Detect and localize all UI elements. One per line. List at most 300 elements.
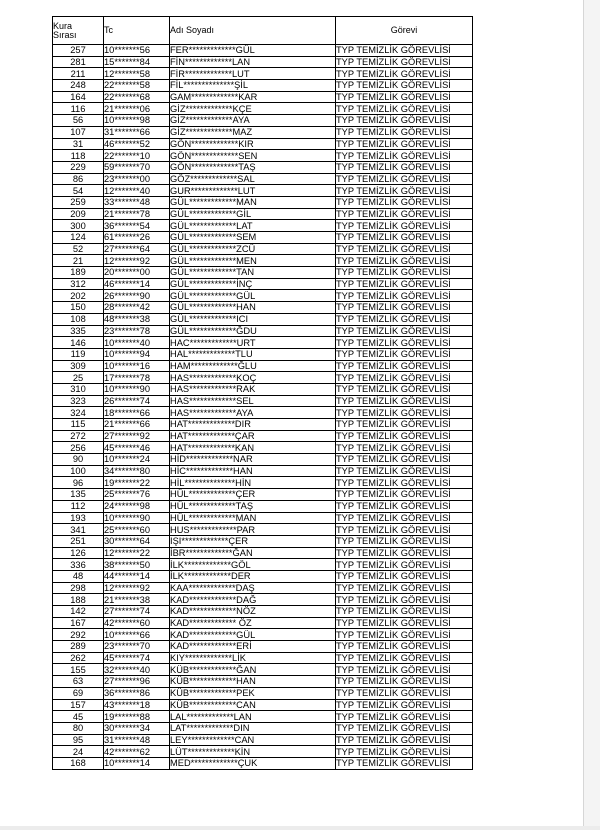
- name-cell: GÜL*************LAT: [170, 220, 336, 232]
- tc-cell: 27*******96: [104, 676, 170, 688]
- tc-cell: 44*******14: [104, 570, 170, 582]
- task-cell: TYP TEMİZLİK GÖREVLİSİ: [336, 126, 473, 138]
- draw-order-cell: 45: [53, 711, 104, 723]
- draw-order-cell: 310: [53, 383, 104, 395]
- name-cell: HÜL*************ÇER: [170, 489, 336, 501]
- table-row: [53, 500, 473, 512]
- name-cell: GÜL*************TAN: [170, 267, 336, 279]
- name-cell: KAD*************NÖZ: [170, 606, 336, 618]
- table-row: [53, 220, 473, 232]
- name-cell: KAD************* ÖZ: [170, 617, 336, 629]
- task-cell: TYP TEMİZLİK GÖREVLİSİ: [336, 664, 473, 676]
- tc-cell: 48*******38: [104, 313, 170, 325]
- tc-cell: 31*******66: [104, 126, 170, 138]
- task-cell: TYP TEMİZLİK GÖREVLİSİ: [336, 746, 473, 758]
- task-cell: TYP TEMİZLİK GÖREVLİSİ: [336, 512, 473, 524]
- tc-cell: 27*******74: [104, 606, 170, 618]
- task-cell: TYP TEMİZLİK GÖREVLİSİ: [336, 278, 473, 290]
- name-cell: GAM*************KAR: [170, 91, 336, 103]
- tc-cell: 38*******50: [104, 559, 170, 571]
- draw-order-cell: 229: [53, 161, 104, 173]
- draw-order-cell: 135: [53, 489, 104, 501]
- name-cell: GİZ*************MAZ: [170, 126, 336, 138]
- task-cell: TYP TEMİZLİK GÖREVLİSİ: [336, 103, 473, 115]
- task-cell: TYP TEMİZLİK GÖREVLİSİ: [336, 652, 473, 664]
- draw-order-cell: 63: [53, 676, 104, 688]
- table-row: [53, 372, 473, 384]
- task-cell: TYP TEMİZLİK GÖREVLİSİ: [336, 419, 473, 431]
- task-cell: TYP TEMİZLİK GÖREVLİSİ: [336, 115, 473, 127]
- table-row: [53, 103, 473, 115]
- draw-order-cell: 312: [53, 278, 104, 290]
- draw-order-cell: 119: [53, 348, 104, 360]
- tc-cell: 34*******80: [104, 465, 170, 477]
- tc-cell: 30*******64: [104, 535, 170, 547]
- table-row: [53, 722, 473, 734]
- name-cell: FER*************GÜL: [170, 45, 336, 57]
- tc-cell: 30*******34: [104, 722, 170, 734]
- draw-order-cell: 95: [53, 734, 104, 746]
- name-cell: GÖN*************TAŞ: [170, 161, 336, 173]
- task-cell: TYP TEMİZLİK GÖREVLİSİ: [336, 465, 473, 477]
- draw-order-cell: 309: [53, 360, 104, 372]
- tc-cell: 36*******86: [104, 687, 170, 699]
- tc-cell: 61*******26: [104, 232, 170, 244]
- name-cell: KÜB*************PEK: [170, 687, 336, 699]
- draw-order-cell: 341: [53, 524, 104, 536]
- task-cell: TYP TEMİZLİK GÖREVLİSİ: [336, 430, 473, 442]
- name-cell: GÜL*************İNÇ: [170, 278, 336, 290]
- draw-order-cell: 108: [53, 313, 104, 325]
- table-row: [53, 407, 473, 419]
- name-cell: LEY*************CAN: [170, 734, 336, 746]
- tc-cell: 12*******22: [104, 547, 170, 559]
- draw-order-cell: 155: [53, 664, 104, 676]
- name-cell: HÜL*************MAN: [170, 512, 336, 524]
- task-cell: TYP TEMİZLİK GÖREVLİSİ: [336, 699, 473, 711]
- draw-order-cell: 211: [53, 68, 104, 80]
- task-cell: TYP TEMİZLİK GÖREVLİSİ: [336, 594, 473, 606]
- task-cell: TYP TEMİZLİK GÖREVLİSİ: [336, 232, 473, 244]
- tc-cell: 22*******68: [104, 91, 170, 103]
- draw-order-cell: 202: [53, 290, 104, 302]
- tc-cell: 21*******38: [104, 594, 170, 606]
- draw-order-cell: 31: [53, 138, 104, 150]
- draw-order-cell: 115: [53, 419, 104, 431]
- name-cell: GİZ*************KÇE: [170, 103, 336, 115]
- table-row: [53, 582, 473, 594]
- tc-cell: 25*******60: [104, 524, 170, 536]
- table-row: [53, 652, 473, 664]
- name-cell: LAT*************DIN: [170, 722, 336, 734]
- table-row: [53, 442, 473, 454]
- name-cell: HAT*************KAN: [170, 442, 336, 454]
- draw-order-cell: 25: [53, 372, 104, 384]
- header-draw-order-line2: Sırası: [53, 29, 77, 40]
- tc-cell: 10*******14: [104, 757, 170, 769]
- tc-cell: 23*******70: [104, 641, 170, 653]
- table-row: [53, 477, 473, 489]
- tc-cell: 19*******88: [104, 711, 170, 723]
- tc-cell: 20*******00: [104, 267, 170, 279]
- task-cell: TYP TEMİZLİK GÖREVLİSİ: [336, 722, 473, 734]
- task-cell: TYP TEMİZLİK GÖREVLİSİ: [336, 641, 473, 653]
- tc-cell: 21*******78: [104, 208, 170, 220]
- name-cell: KÜB*************ĞAN: [170, 664, 336, 676]
- task-cell: TYP TEMİZLİK GÖREVLİSİ: [336, 372, 473, 384]
- table-row: [53, 687, 473, 699]
- draw-order-cell: 90: [53, 454, 104, 466]
- tc-cell: 12*******40: [104, 185, 170, 197]
- draw-order-cell: 300: [53, 220, 104, 232]
- table-row: [53, 45, 473, 57]
- table-row: [53, 699, 473, 711]
- name-cell: FİN*************LAN: [170, 56, 336, 68]
- name-cell: MED*************ÇUK: [170, 757, 336, 769]
- name-cell: HAT*************ÇAR: [170, 430, 336, 442]
- table-row: [53, 138, 473, 150]
- table-row: [53, 524, 473, 536]
- header-draw-order-line1: Kura: [53, 20, 73, 31]
- table-row: [53, 161, 473, 173]
- tc-cell: 19*******22: [104, 477, 170, 489]
- table-row: [53, 430, 473, 442]
- tc-cell: 46*******52: [104, 138, 170, 150]
- name-cell: GÖZ*************SAL: [170, 173, 336, 185]
- tc-cell: 26*******74: [104, 395, 170, 407]
- task-cell: TYP TEMİZLİK GÖREVLİSİ: [336, 559, 473, 571]
- draw-order-cell: 298: [53, 582, 104, 594]
- name-cell: KAA*************DAŞ: [170, 582, 336, 594]
- task-cell: TYP TEMİZLİK GÖREVLİSİ: [336, 243, 473, 255]
- table-row: [53, 395, 473, 407]
- task-cell: TYP TEMİZLİK GÖREVLİSİ: [336, 360, 473, 372]
- draw-order-cell: 56: [53, 115, 104, 127]
- tc-cell: 18*******66: [104, 407, 170, 419]
- draw-order-cell: 262: [53, 652, 104, 664]
- tc-cell: 33*******48: [104, 196, 170, 208]
- header-draw-order: [53, 17, 104, 45]
- draw-order-cell: 259: [53, 196, 104, 208]
- table-row: [53, 208, 473, 220]
- table-row: [53, 570, 473, 582]
- task-cell: TYP TEMİZLİK GÖREVLİSİ: [336, 395, 473, 407]
- draw-order-cell: 150: [53, 302, 104, 314]
- table-row: [53, 232, 473, 244]
- task-cell: TYP TEMİZLİK GÖREVLİSİ: [336, 196, 473, 208]
- task-cell: TYP TEMİZLİK GÖREVLİSİ: [336, 477, 473, 489]
- task-cell: TYP TEMİZLİK GÖREVLİSİ: [336, 313, 473, 325]
- task-cell: TYP TEMİZLİK GÖREVLİSİ: [336, 570, 473, 582]
- draw-order-cell: 146: [53, 337, 104, 349]
- name-cell: GÜL*************GİL: [170, 208, 336, 220]
- task-cell: TYP TEMİZLİK GÖREVLİSİ: [336, 383, 473, 395]
- table-row: [53, 278, 473, 290]
- table-row: [53, 606, 473, 618]
- tc-cell: 10*******56: [104, 45, 170, 57]
- table-row: [53, 629, 473, 641]
- task-cell: TYP TEMİZLİK GÖREVLİSİ: [336, 325, 473, 337]
- draw-order-cell: 48: [53, 570, 104, 582]
- task-cell: TYP TEMİZLİK GÖREVLİSİ: [336, 606, 473, 618]
- page-edge-right: [583, 0, 600, 830]
- table-row: [53, 734, 473, 746]
- task-cell: TYP TEMİZLİK GÖREVLİSİ: [336, 524, 473, 536]
- draw-order-cell: 86: [53, 173, 104, 185]
- task-cell: TYP TEMİZLİK GÖREVLİSİ: [336, 535, 473, 547]
- table-row: [53, 115, 473, 127]
- tc-cell: 12*******58: [104, 68, 170, 80]
- table-row: [53, 360, 473, 372]
- table-row: [53, 185, 473, 197]
- draw-order-cell: 248: [53, 80, 104, 92]
- task-cell: TYP TEMİZLİK GÖREVLİSİ: [336, 629, 473, 641]
- name-cell: KÜB*************HAN: [170, 676, 336, 688]
- task-cell: TYP TEMİZLİK GÖREVLİSİ: [336, 220, 473, 232]
- name-cell: GUR*************LUT: [170, 185, 336, 197]
- name-cell: GÜL*************MAN: [170, 196, 336, 208]
- task-cell: TYP TEMİZLİK GÖREVLİSİ: [336, 255, 473, 267]
- table-row: [53, 617, 473, 629]
- tc-cell: 23*******00: [104, 173, 170, 185]
- table-row: [53, 196, 473, 208]
- tc-cell: 25*******76: [104, 489, 170, 501]
- table-row: [53, 676, 473, 688]
- task-cell: TYP TEMİZLİK GÖREVLİSİ: [336, 617, 473, 629]
- name-cell: GÜL*************ZCÜ: [170, 243, 336, 255]
- tc-cell: 15*******84: [104, 56, 170, 68]
- tc-cell: 26*******90: [104, 290, 170, 302]
- task-cell: TYP TEMİZLİK GÖREVLİSİ: [336, 45, 473, 57]
- task-cell: TYP TEMİZLİK GÖREVLİSİ: [336, 173, 473, 185]
- header-tc: Tc: [104, 17, 170, 45]
- table-header-row: [53, 17, 473, 45]
- draw-order-cell: 193: [53, 512, 104, 524]
- task-cell: TYP TEMİZLİK GÖREVLİSİ: [336, 337, 473, 349]
- draw-order-cell: 69: [53, 687, 104, 699]
- draw-order-cell: 116: [53, 103, 104, 115]
- table-row: [53, 454, 473, 466]
- task-cell: TYP TEMİZLİK GÖREVLİSİ: [336, 442, 473, 454]
- draw-order-cell: 251: [53, 535, 104, 547]
- table-row: [53, 68, 473, 80]
- tc-cell: 10*******94: [104, 348, 170, 360]
- task-cell: TYP TEMİZLİK GÖREVLİSİ: [336, 489, 473, 501]
- tc-cell: 22*******58: [104, 80, 170, 92]
- table-row: [53, 56, 473, 68]
- table-row: [53, 664, 473, 676]
- task-cell: TYP TEMİZLİK GÖREVLİSİ: [336, 138, 473, 150]
- tc-cell: 10*******40: [104, 337, 170, 349]
- name-cell: KAD*************GÜL: [170, 629, 336, 641]
- name-cell: KIY*************LİK: [170, 652, 336, 664]
- draw-order-cell: 124: [53, 232, 104, 244]
- task-cell: TYP TEMİZLİK GÖREVLİSİ: [336, 757, 473, 769]
- task-cell: TYP TEMİZLİK GÖREVLİSİ: [336, 582, 473, 594]
- name-cell: LÜT*************KİN: [170, 746, 336, 758]
- draw-order-cell: 281: [53, 56, 104, 68]
- draw-order-cell: 54: [53, 185, 104, 197]
- task-cell: TYP TEMİZLİK GÖREVLİSİ: [336, 302, 473, 314]
- name-cell: KAD*************DAĞ: [170, 594, 336, 606]
- table-row: [53, 641, 473, 653]
- tc-cell: 43*******18: [104, 699, 170, 711]
- draw-order-cell: 100: [53, 465, 104, 477]
- table-row: [53, 559, 473, 571]
- tc-cell: 59*******70: [104, 161, 170, 173]
- tc-cell: 10*******16: [104, 360, 170, 372]
- name-cell: KAD*************ERİ: [170, 641, 336, 653]
- task-cell: TYP TEMİZLİK GÖREVLİSİ: [336, 150, 473, 162]
- draw-order-cell: 80: [53, 722, 104, 734]
- draw-order-cell: 256: [53, 442, 104, 454]
- name-cell: GÖN*************SEN: [170, 150, 336, 162]
- table-row: [53, 80, 473, 92]
- table-row: [53, 126, 473, 138]
- task-cell: TYP TEMİZLİK GÖREVLİSİ: [336, 208, 473, 220]
- task-cell: TYP TEMİZLİK GÖREVLİSİ: [336, 547, 473, 559]
- name-cell: HİL**************HİN: [170, 477, 336, 489]
- draw-order-cell: 168: [53, 757, 104, 769]
- task-cell: TYP TEMİZLİK GÖREVLİSİ: [336, 734, 473, 746]
- draw-order-cell: 272: [53, 430, 104, 442]
- draw-order-cell: 336: [53, 559, 104, 571]
- tc-cell: 45*******74: [104, 652, 170, 664]
- task-cell: TYP TEMİZLİK GÖREVLİSİ: [336, 348, 473, 360]
- tc-cell: 21*******66: [104, 419, 170, 431]
- task-cell: TYP TEMİZLİK GÖREVLİSİ: [336, 91, 473, 103]
- name-cell: GÖN*************KIR: [170, 138, 336, 150]
- draw-order-cell: 289: [53, 641, 104, 653]
- name-cell: GÜL*************HAN: [170, 302, 336, 314]
- draw-order-cell: 324: [53, 407, 104, 419]
- table-row: [53, 535, 473, 547]
- task-cell: TYP TEMİZLİK GÖREVLİSİ: [336, 185, 473, 197]
- name-cell: HAS*************RAK: [170, 383, 336, 395]
- task-cell: TYP TEMİZLİK GÖREVLİSİ: [336, 161, 473, 173]
- table-row: [53, 173, 473, 185]
- tc-cell: 10*******90: [104, 383, 170, 395]
- draw-order-cell: 112: [53, 500, 104, 512]
- table-row: [53, 243, 473, 255]
- name-cell: İLK*************DER: [170, 570, 336, 582]
- tc-cell: 27*******92: [104, 430, 170, 442]
- task-cell: TYP TEMİZLİK GÖREVLİSİ: [336, 711, 473, 723]
- name-cell: FİR*************LUT: [170, 68, 336, 80]
- table-row: [53, 757, 473, 769]
- table-row: [53, 512, 473, 524]
- tc-cell: 23*******78: [104, 325, 170, 337]
- tc-cell: 12*******92: [104, 255, 170, 267]
- draw-order-cell: 335: [53, 325, 104, 337]
- task-cell: TYP TEMİZLİK GÖREVLİSİ: [336, 56, 473, 68]
- tc-cell: 28*******42: [104, 302, 170, 314]
- task-cell: TYP TEMİZLİK GÖREVLİSİ: [336, 500, 473, 512]
- name-cell: GÜL*************MEN: [170, 255, 336, 267]
- name-cell: GÜL*************ICI: [170, 313, 336, 325]
- draw-order-cell: 188: [53, 594, 104, 606]
- tc-cell: 10*******98: [104, 115, 170, 127]
- table-body: [53, 45, 473, 770]
- draw-order-cell: 292: [53, 629, 104, 641]
- name-cell: FİL**************ŞİL: [170, 80, 336, 92]
- name-cell: HÜL*************TAŞ: [170, 500, 336, 512]
- draw-order-cell: 257: [53, 45, 104, 57]
- tc-cell: 22*******10: [104, 150, 170, 162]
- tc-cell: 12*******92: [104, 582, 170, 594]
- name-cell: KÜB*************CAN: [170, 699, 336, 711]
- table-row: [53, 348, 473, 360]
- draw-order-cell: 96: [53, 477, 104, 489]
- task-cell: TYP TEMİZLİK GÖREVLİSİ: [336, 290, 473, 302]
- table-row: [53, 325, 473, 337]
- task-cell: TYP TEMİZLİK GÖREVLİSİ: [336, 687, 473, 699]
- draw-order-cell: 209: [53, 208, 104, 220]
- name-cell: LAL*************LAN: [170, 711, 336, 723]
- name-cell: HAL*************TLU: [170, 348, 336, 360]
- table-row: [53, 255, 473, 267]
- table-row: [53, 489, 473, 501]
- draw-order-cell: 164: [53, 91, 104, 103]
- table-row: [53, 746, 473, 758]
- page-edge-bottom: [0, 826, 600, 830]
- table-row: [53, 383, 473, 395]
- name-cell: GÜL*************GÜL: [170, 290, 336, 302]
- draw-order-cell: 21: [53, 255, 104, 267]
- draw-order-cell: 142: [53, 606, 104, 618]
- draw-order-cell: 167: [53, 617, 104, 629]
- tc-cell: 45*******46: [104, 442, 170, 454]
- header-task: Görevi: [336, 17, 473, 45]
- header-full-name: Adı Soyadı: [170, 17, 336, 45]
- task-cell: TYP TEMİZLİK GÖREVLİSİ: [336, 80, 473, 92]
- tc-cell: 10*******24: [104, 454, 170, 466]
- name-cell: HAS*************KOÇ: [170, 372, 336, 384]
- table-row: [53, 547, 473, 559]
- tc-cell: 10*******66: [104, 629, 170, 641]
- table-row: [53, 711, 473, 723]
- name-cell: GÜL*************SEM: [170, 232, 336, 244]
- tc-cell: 17*******78: [104, 372, 170, 384]
- name-cell: HAS*************SEL: [170, 395, 336, 407]
- tc-cell: 32*******40: [104, 664, 170, 676]
- task-cell: TYP TEMİZLİK GÖREVLİSİ: [336, 267, 473, 279]
- name-cell: GÜL*************ĞDU: [170, 325, 336, 337]
- task-cell: TYP TEMİZLİK GÖREVLİSİ: [336, 676, 473, 688]
- task-cell: TYP TEMİZLİK GÖREVLİSİ: [336, 407, 473, 419]
- table-row: [53, 419, 473, 431]
- name-cell: HAM*************ĞLU: [170, 360, 336, 372]
- draw-order-cell: 52: [53, 243, 104, 255]
- draw-order-cell: 323: [53, 395, 104, 407]
- name-cell: HİD*************NAR: [170, 454, 336, 466]
- draw-order-cell: 24: [53, 746, 104, 758]
- task-cell: TYP TEMİZLİK GÖREVLİSİ: [336, 68, 473, 80]
- table-row: [53, 290, 473, 302]
- tc-cell: 42*******62: [104, 746, 170, 758]
- name-cell: HAC*************URT: [170, 337, 336, 349]
- task-cell: TYP TEMİZLİK GÖREVLİSİ: [336, 454, 473, 466]
- table-row: [53, 465, 473, 477]
- table-row: [53, 594, 473, 606]
- tc-cell: 31*******48: [104, 734, 170, 746]
- name-cell: HAT*************DIR: [170, 419, 336, 431]
- table-row: [53, 337, 473, 349]
- tc-cell: 10*******90: [104, 512, 170, 524]
- tc-cell: 46*******14: [104, 278, 170, 290]
- table-row: [53, 267, 473, 279]
- name-cell: İLK*************GÖL: [170, 559, 336, 571]
